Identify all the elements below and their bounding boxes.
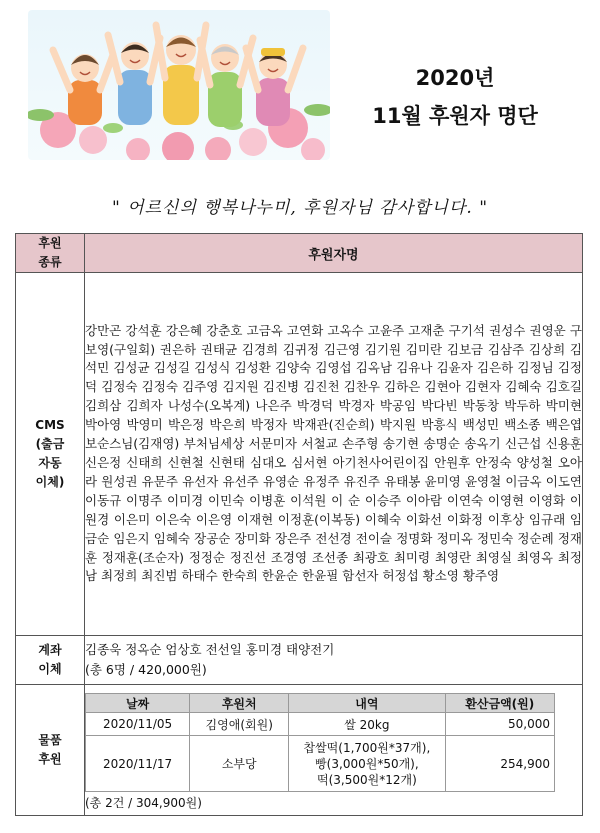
title-year: 2020년	[415, 66, 495, 90]
goods-cell	[85, 685, 583, 816]
goods-total: (총 2건 / 304,900원)	[85, 796, 202, 810]
header-category: 후원 종류	[16, 234, 85, 273]
goods-header-amount: 환산금액(원)	[445, 694, 554, 713]
cheering-people-illustration	[28, 10, 330, 160]
goods-donor: 소부당	[190, 736, 289, 792]
goods-header-detail: 내역	[289, 694, 445, 713]
thank-you-slogan: " 어르신의 행복나누미, 후원자님 감사합니다. "	[111, 198, 489, 218]
goods-amount: 254,900	[445, 736, 554, 792]
bank-transfer-donor-names: 김종욱 정옥순 엄상호 전선일 홍미경 태양전기	[85, 642, 335, 657]
donor-table	[15, 233, 583, 816]
goods-header-row	[86, 694, 555, 713]
goods-header-donor: 후원처	[190, 694, 289, 713]
goods-detail: 쌀 20kg	[289, 713, 445, 736]
table-row	[86, 713, 555, 736]
goods-category-label: 물품 후원	[16, 685, 85, 816]
goods-amount: 50,000	[445, 713, 554, 736]
goods-donation-table	[85, 693, 555, 792]
table-row	[86, 736, 555, 792]
goods-donor: 김영애(회원)	[190, 713, 289, 736]
cms-category-label: CMS (출금 자동 이체)	[16, 273, 85, 636]
goods-header-date: 날짜	[86, 694, 190, 713]
page-title: 11월 후원자 명단	[372, 104, 538, 128]
header-donor-names: 후원자명	[85, 234, 583, 273]
bank-transfer-total: (총 6명 / 420,000원)	[85, 662, 207, 677]
bank-transfer-category-label: 계좌 이체	[16, 636, 85, 685]
bank-transfer-cell	[85, 636, 583, 685]
goods-date: 2020/11/05	[86, 713, 190, 736]
cms-donor-names: 강만곤 강석훈 강은혜 강춘호 고금옥 고연화 고옥수 고윤주 고재춘 구기석 권성수 권영운 구보영(구일회) 권은하 권태균 김경희 김귀정 김근영 김기원 김미란 김보금 김삼주 김상희 김석민 김성균 김성길 김성식 김성환 김양숙 김영섭 김옥남 김유나 김윤자 김은하 김정님 김정덕 김정숙 김정숙 김주영 김지원 김진병 김진천 김찬우 김하은 김현아 김현자 김혜숙 김호길 김희삼 김희자 나성수(오복계) 나은주 박경덕 박경자 박공임 박다빈 박동창 박두하 박미현 박아영 박영미 박은정 박은희 박정자 박재관(진순희) 박지원 박흥식 백성민 백소종 백은엽 보순스님(김재영) 부처님세상 서문미자 서철교 손주형 송기현 송명순 송옥기 신근섭 신용훈 신은정 신태희 신현철 신현태 심대오 심서현 아기천사어린이집 안원후 안정숙 양성철 오아라 원성권 유문주 유선자 유선주 유영순 유정주 유진주 유태봉 윤미영 윤영철 이금옥 이도연 이동규 이명주 이미경 이민숙 이병훈 이석원 이 순 이승주 이아람 이연숙 이영현 이영화 이원경 이은미 이은숙 이은영 이재현 이정훈(이복동) 이혜숙 이화선 이화정 이후상 임규래 임금순 임은지 임혜숙 장공순 장미화 장은주 전선경 전이슬 정명화 정미옥 정민숙 정순례 정재훈 정재훈(조순자) 정정순 정진선 조경영 조선종 최광호 최미령 최영란 최영실 최영옥 최정남 최정희 최진범 하태수 한숙희 한윤순 한윤필 함선자 허정섭 황소영 황주영	[85, 273, 583, 636]
goods-detail: 찹쌀떡(1,700원*37개), 빵(3,000원*50개), 떡(3,500원*12개)	[289, 736, 445, 792]
goods-date: 2020/11/17	[86, 736, 190, 792]
